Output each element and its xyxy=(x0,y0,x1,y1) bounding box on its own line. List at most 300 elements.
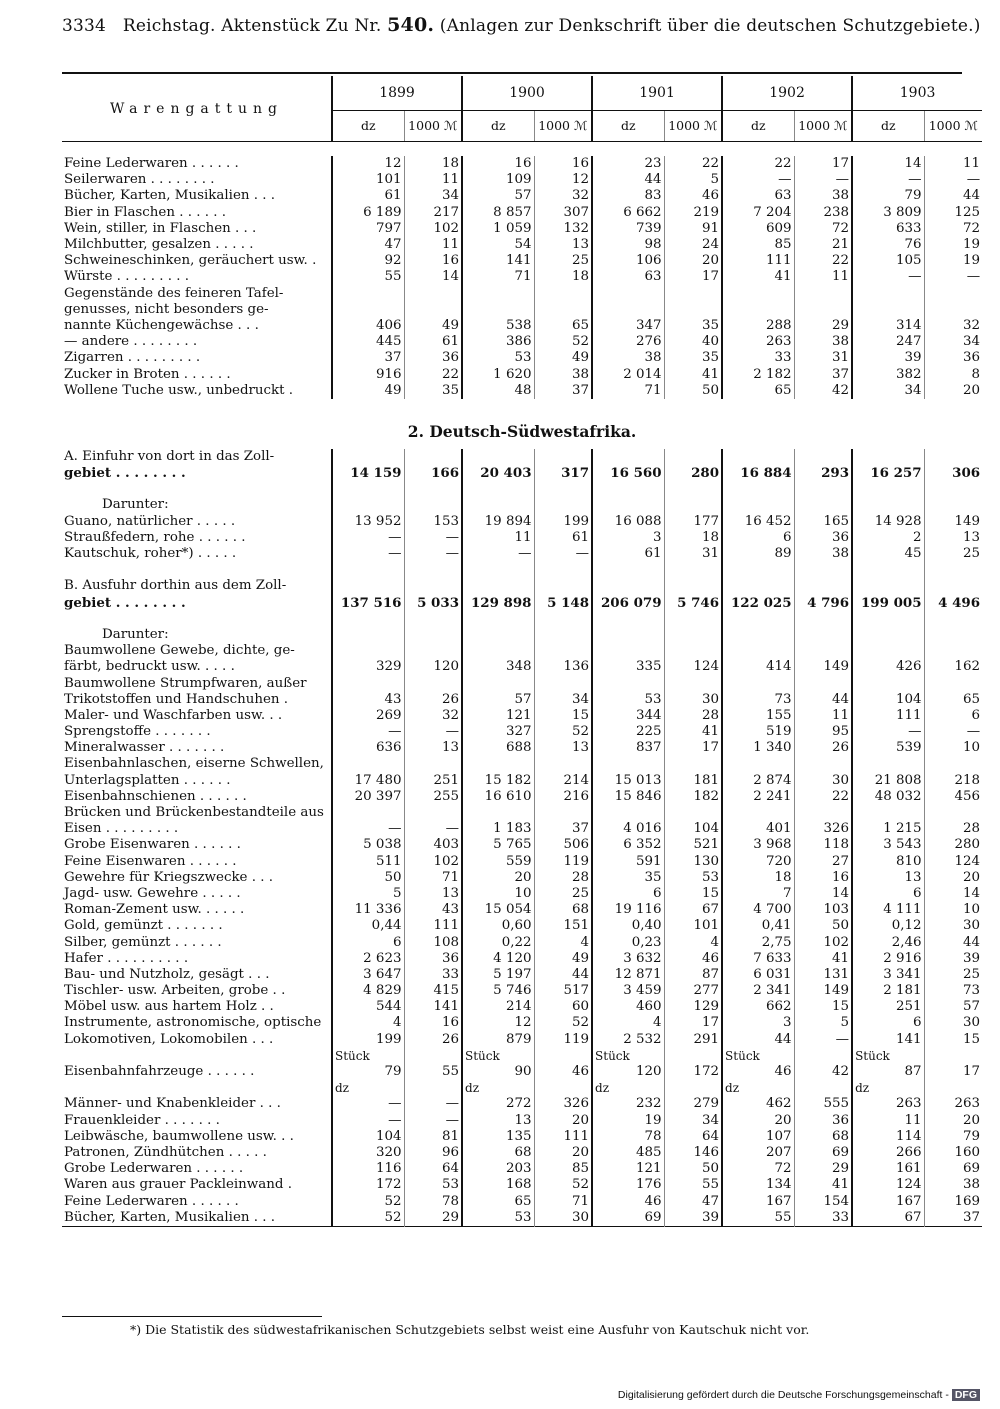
cell-value: 456 xyxy=(924,789,982,805)
row-label: Leibwäsche, baumwollene usw. . . xyxy=(64,1128,294,1144)
cell-quantity xyxy=(852,627,924,643)
table-row xyxy=(62,1113,982,1129)
cell-value xyxy=(794,675,852,691)
cell-value: 19 xyxy=(924,237,982,253)
table-row xyxy=(62,172,982,188)
cell-value: 104 xyxy=(664,821,722,837)
cell-quantity xyxy=(852,611,924,627)
cell-value: 149 xyxy=(794,983,852,999)
cell-value: — xyxy=(404,821,462,837)
cell-value: 44 xyxy=(534,967,592,983)
cell-value xyxy=(534,756,592,772)
table-row xyxy=(62,595,982,611)
table-row xyxy=(62,740,982,756)
cell-value: 21 xyxy=(794,237,852,253)
cell-value: 13 xyxy=(534,740,592,756)
cell-value: 15 xyxy=(534,708,592,724)
cell-value: 102 xyxy=(404,854,462,870)
cell-value: — xyxy=(404,1096,462,1112)
cell-value: 17 xyxy=(924,1064,982,1080)
cell-quantity: 19 894 xyxy=(462,514,534,530)
cell-value: 16 xyxy=(794,870,852,886)
cell-value: 165 xyxy=(794,514,852,530)
cell-quantity: 48 xyxy=(462,383,534,399)
cell-value: 72 xyxy=(794,221,852,237)
cell-quantity: 21 808 xyxy=(852,773,924,789)
unit-header-dz: dz xyxy=(722,111,794,142)
cell-value xyxy=(794,302,852,318)
cell-quantity: 109 xyxy=(462,172,534,188)
cell-quantity xyxy=(722,643,794,659)
cell-quantity: 3 647 xyxy=(332,967,404,983)
cell-value: 57 xyxy=(924,999,982,1015)
cell-quantity: — xyxy=(852,172,924,188)
row-label: Roman-Zement usw. . . . . . xyxy=(64,902,245,918)
cell-quantity: 1 620 xyxy=(462,366,534,382)
cell-value xyxy=(404,578,462,594)
cell-quantity: 120 xyxy=(592,1064,664,1080)
cell-value: 131 xyxy=(794,967,852,983)
table-row xyxy=(62,578,982,594)
row-label: Gegenstände des feineren Tafel- xyxy=(64,285,284,301)
cell-quantity: 288 xyxy=(722,318,794,334)
cell-value: 29 xyxy=(794,1161,852,1177)
table-row xyxy=(62,999,982,1015)
cell-quantity: 916 xyxy=(332,366,404,382)
cell-quantity: 591 xyxy=(592,854,664,870)
cell-quantity: 2 874 xyxy=(722,773,794,789)
cell-value xyxy=(664,562,722,578)
header-rule xyxy=(62,72,962,74)
cell-value: 517 xyxy=(534,983,592,999)
table-row xyxy=(62,805,982,821)
row-label: nannte Küchengewächse . . . xyxy=(64,317,259,333)
cell-quantity xyxy=(722,562,794,578)
cell-value: 26 xyxy=(794,740,852,756)
cell-value: — xyxy=(534,546,592,562)
cell-quantity xyxy=(852,286,924,302)
cell-value: 181 xyxy=(664,773,722,789)
cell-quantity: 335 xyxy=(592,659,664,675)
cell-value: 16 xyxy=(404,1015,462,1031)
cell-value: 182 xyxy=(664,789,722,805)
cell-value: 72 xyxy=(924,221,982,237)
cell-quantity: 544 xyxy=(332,999,404,1015)
cell-value: 14 xyxy=(404,269,462,285)
table-row xyxy=(62,1177,982,1193)
cell-quantity: 35 xyxy=(592,870,664,886)
row-label: Jagd- usw. Gewehre . . . . . xyxy=(64,885,241,901)
cell-quantity: 4 829 xyxy=(332,983,404,999)
cell-value: 172 xyxy=(664,1064,722,1080)
cell-quantity: 15 013 xyxy=(592,773,664,789)
year-header-1902: 1902 xyxy=(722,76,852,111)
cell-value: 317 xyxy=(534,465,592,481)
table-row xyxy=(62,286,982,302)
cell-quantity xyxy=(332,805,404,821)
cell-quantity xyxy=(722,286,794,302)
cell-value: 166 xyxy=(404,465,462,481)
cell-value: 219 xyxy=(664,205,722,221)
cell-quantity: — xyxy=(332,546,404,562)
table-row xyxy=(62,967,982,983)
cell-quantity: — xyxy=(332,530,404,546)
cell-value: 41 xyxy=(794,951,852,967)
table-row xyxy=(62,789,982,805)
cell-quantity: 662 xyxy=(722,999,794,1015)
cell-value: 15 xyxy=(924,1032,982,1048)
cell-value: 162 xyxy=(924,659,982,675)
row-label: Eisenbahnlaschen, eiserne Schwellen, xyxy=(64,756,324,772)
cell-quantity: 137 516 xyxy=(332,595,404,611)
cell-value: 217 xyxy=(404,205,462,221)
cell-value: 64 xyxy=(404,1161,462,1177)
cell-value xyxy=(924,611,982,627)
cell-quantity xyxy=(852,756,924,772)
cell-quantity: 3 459 xyxy=(592,983,664,999)
cell-value xyxy=(794,627,852,643)
cell-value xyxy=(534,562,592,578)
cell-quantity: 83 xyxy=(592,188,664,204)
cell-value: 37 xyxy=(534,383,592,399)
row-label: Möbel usw. aus hartem Holz . . xyxy=(64,999,274,1015)
cell-quantity: 511 xyxy=(332,854,404,870)
cell-quantity: 0,22 xyxy=(462,934,534,950)
cell-quantity: 114 xyxy=(852,1129,924,1145)
table-row xyxy=(62,902,982,918)
cell-value xyxy=(924,805,982,821)
cell-quantity: 12 871 xyxy=(592,967,664,983)
cell-quantity: 57 xyxy=(462,692,534,708)
cell-quantity: 47 xyxy=(332,237,404,253)
cell-quantity: 52 xyxy=(332,1193,404,1209)
cell-value xyxy=(664,578,722,594)
cell-value: 95 xyxy=(794,724,852,740)
cell-value: 11 xyxy=(794,269,852,285)
cell-quantity: 52 xyxy=(332,1210,404,1227)
cell-quantity: 6 xyxy=(332,934,404,950)
cell-value: 14 xyxy=(924,886,982,902)
table-row xyxy=(62,675,982,691)
table-row xyxy=(62,1210,982,1227)
cell-value: 102 xyxy=(404,221,462,237)
cell-value: 22 xyxy=(794,789,852,805)
cell-value: 141 xyxy=(404,999,462,1015)
cell-value: 28 xyxy=(664,708,722,724)
cell-value: 8 xyxy=(924,366,982,382)
table-row xyxy=(62,334,982,350)
cell-value: 136 xyxy=(534,659,592,675)
cell-quantity: Stück xyxy=(462,1048,534,1064)
cell-value: 42 xyxy=(794,383,852,399)
cell-value: 96 xyxy=(404,1145,462,1161)
row-label: Würste . . . . . . . . . xyxy=(64,269,190,285)
table-row xyxy=(62,870,982,886)
cell-quantity: 636 xyxy=(332,740,404,756)
table-row xyxy=(62,269,982,285)
cell-quantity: 71 xyxy=(462,269,534,285)
cell-quantity: 87 xyxy=(852,1064,924,1080)
cell-quantity: 1 340 xyxy=(722,740,794,756)
cell-quantity: 17 480 xyxy=(332,773,404,789)
row-label: Bücher, Karten, Musikalien . . . xyxy=(64,188,276,204)
cell-value xyxy=(404,481,462,497)
cell-value: 87 xyxy=(664,967,722,983)
cell-quantity: 314 xyxy=(852,318,924,334)
footnote: *) Die Statistik des südwestafrikanischen Schutzgebiets selbst weist eine Ausfuhr von Kautschuk nicht vor. xyxy=(130,1322,810,1337)
cell-quantity xyxy=(852,497,924,513)
cell-value: 50 xyxy=(794,918,852,934)
cell-quantity: 5 197 xyxy=(462,967,534,983)
cell-quantity: 13 952 xyxy=(332,514,404,530)
cell-value: 38 xyxy=(794,334,852,350)
cell-value: 52 xyxy=(534,1015,592,1031)
cell-value: 26 xyxy=(404,1032,462,1048)
cell-quantity: 16 088 xyxy=(592,514,664,530)
cell-value: 12 xyxy=(534,172,592,188)
cell-value xyxy=(664,675,722,691)
row-label: Milchbutter, gesalzen . . . . . xyxy=(64,237,254,253)
cell-value: 64 xyxy=(664,1129,722,1145)
cell-quantity: 6 xyxy=(722,530,794,546)
cell-quantity: 48 032 xyxy=(852,789,924,805)
cell-value: 11 xyxy=(404,172,462,188)
cell-quantity: 15 846 xyxy=(592,789,664,805)
cell-value: 291 xyxy=(664,1032,722,1048)
table-row xyxy=(62,237,982,253)
cell-quantity: 111 xyxy=(722,253,794,269)
cell-quantity xyxy=(462,675,534,691)
cell-value: 38 xyxy=(794,546,852,562)
cell-quantity: 0,44 xyxy=(332,918,404,934)
cell-quantity: 61 xyxy=(592,546,664,562)
row-label: Hafer . . . . . . . . . . xyxy=(64,950,189,966)
cell-quantity: 12 xyxy=(462,1015,534,1031)
cell-value: 120 xyxy=(404,659,462,675)
cell-value xyxy=(924,627,982,643)
cell-value: 36 xyxy=(404,951,462,967)
row-label xyxy=(62,1048,332,1064)
cell-value: 326 xyxy=(534,1096,592,1112)
cell-value: 37 xyxy=(534,821,592,837)
cell-value xyxy=(794,578,852,594)
cell-quantity: 43 xyxy=(332,692,404,708)
cell-value: 255 xyxy=(404,789,462,805)
cell-quantity xyxy=(462,611,534,627)
table-row xyxy=(62,1032,982,1048)
cell-quantity: 0,23 xyxy=(592,934,664,950)
cell-value: 119 xyxy=(534,1032,592,1048)
cell-quantity: 414 xyxy=(722,659,794,675)
table-row xyxy=(62,1145,982,1161)
cell-quantity: 57 xyxy=(462,188,534,204)
row-label: Baumwollene Strumpfwaren, außer xyxy=(64,675,307,691)
cell-quantity: 4 xyxy=(332,1015,404,1031)
cell-quantity: 0,60 xyxy=(462,918,534,934)
cell-quantity: 107 xyxy=(722,1129,794,1145)
table-row xyxy=(62,497,982,513)
cell-quantity: 16 610 xyxy=(462,789,534,805)
cell-value: 26 xyxy=(404,692,462,708)
cell-value: 214 xyxy=(534,773,592,789)
cell-value: — xyxy=(924,269,982,285)
cell-value: 149 xyxy=(794,659,852,675)
cell-quantity: dz xyxy=(852,1080,924,1096)
cell-quantity xyxy=(332,286,404,302)
cell-quantity: — xyxy=(852,269,924,285)
cell-value: 125 xyxy=(924,205,982,221)
table-row xyxy=(62,562,982,578)
cell-value: 71 xyxy=(534,1193,592,1209)
unit-header-dz: dz xyxy=(332,111,404,142)
cell-value: 40 xyxy=(664,334,722,350)
cell-quantity: 837 xyxy=(592,740,664,756)
cell-value: 13 xyxy=(404,886,462,902)
cell-value: 60 xyxy=(534,999,592,1015)
cell-quantity: 276 xyxy=(592,334,664,350)
cell-value: 28 xyxy=(534,870,592,886)
cell-quantity: 168 xyxy=(462,1177,534,1193)
cell-quantity xyxy=(332,675,404,691)
table-row xyxy=(62,253,982,269)
cell-quantity: 2 916 xyxy=(852,951,924,967)
cell-value: 30 xyxy=(924,1015,982,1031)
cell-value: 41 xyxy=(794,1177,852,1193)
cell-quantity: 85 xyxy=(722,237,794,253)
cell-quantity: 462 xyxy=(722,1096,794,1112)
cell-quantity: 20 xyxy=(722,1113,794,1129)
cell-quantity xyxy=(462,756,534,772)
cell-quantity: 251 xyxy=(852,999,924,1015)
cell-value: 30 xyxy=(794,773,852,789)
cell-quantity xyxy=(332,578,404,594)
cell-quantity xyxy=(462,302,534,318)
row-label: Grobe Lederwaren . . . . . . xyxy=(64,1161,244,1177)
cell-value: 307 xyxy=(534,205,592,221)
cell-quantity: 269 xyxy=(332,708,404,724)
cell-value: 101 xyxy=(664,918,722,934)
cell-value: 153 xyxy=(404,514,462,530)
table-row xyxy=(62,530,982,546)
cell-quantity: dz xyxy=(592,1080,664,1096)
year-header-1900: 1900 xyxy=(462,76,592,111)
row-label: Maler- und Waschfarben usw. . . xyxy=(64,707,283,723)
cell-value: 18 xyxy=(664,530,722,546)
cell-quantity xyxy=(722,611,794,627)
cell-quantity: 460 xyxy=(592,999,664,1015)
cell-value xyxy=(664,497,722,513)
cell-value: 4 xyxy=(534,934,592,950)
row-label: Wein, stiller, in Flaschen . . . xyxy=(64,220,257,236)
cell-quantity: 2 623 xyxy=(332,951,404,967)
cell-quantity: 18 xyxy=(722,870,794,886)
cell-value xyxy=(794,562,852,578)
cell-value: 149 xyxy=(924,514,982,530)
cell-value: 263 xyxy=(924,1096,982,1112)
cell-quantity: 46 xyxy=(722,1064,794,1080)
cell-quantity: 61 xyxy=(332,188,404,204)
cell-value xyxy=(924,578,982,594)
cell-quantity: 122 025 xyxy=(722,595,794,611)
cell-value: 506 xyxy=(534,837,592,853)
unit-header-value: 1000 ℳ xyxy=(794,111,852,142)
cell-value: 24 xyxy=(664,237,722,253)
section-title: 2. Deutsch-Südwestafrika. xyxy=(407,421,637,441)
cell-value: 73 xyxy=(924,983,982,999)
cell-value: 18 xyxy=(534,269,592,285)
table-row xyxy=(62,1064,982,1080)
row-label xyxy=(62,481,332,497)
cell-value: 29 xyxy=(794,318,852,334)
cell-value xyxy=(404,675,462,691)
cell-quantity: 5 765 xyxy=(462,837,534,853)
cell-value xyxy=(404,302,462,318)
cell-value: 35 xyxy=(404,383,462,399)
cell-quantity: 68 xyxy=(462,1145,534,1161)
cell-value: 52 xyxy=(534,334,592,350)
cell-quantity: 7 633 xyxy=(722,951,794,967)
cell-quantity: 320 xyxy=(332,1145,404,1161)
table-row xyxy=(62,1015,982,1031)
row-label: Straußfedern, rohe . . . . . . xyxy=(64,529,246,545)
cell-value: 10 xyxy=(924,740,982,756)
cell-quantity: 247 xyxy=(852,334,924,350)
cell-value xyxy=(664,302,722,318)
cell-value: 555 xyxy=(794,1096,852,1112)
cell-value: 55 xyxy=(404,1064,462,1080)
cell-value: 46 xyxy=(534,1064,592,1080)
cell-quantity xyxy=(852,578,924,594)
cell-quantity xyxy=(462,481,534,497)
cell-quantity xyxy=(462,497,534,513)
cell-value: 17 xyxy=(664,1015,722,1031)
cell-value xyxy=(924,756,982,772)
cell-value: 20 xyxy=(534,1145,592,1161)
cell-value: 279 xyxy=(664,1096,722,1112)
column-header-warengattung: Warengattung xyxy=(62,76,332,142)
cell-quantity xyxy=(722,756,794,772)
cell-value: 326 xyxy=(794,821,852,837)
cell-value xyxy=(924,302,982,318)
row-label: Zucker in Broten . . . . . . xyxy=(64,366,231,382)
row-label: Kautschuk, roher*) . . . . . xyxy=(64,546,237,562)
table-row xyxy=(62,643,982,659)
cell-quantity: 3 xyxy=(592,530,664,546)
table-row xyxy=(62,627,982,643)
row-label: Männer- und Knabenkleider . . . xyxy=(64,1096,281,1112)
cell-quantity xyxy=(462,578,534,594)
cell-value xyxy=(794,643,852,659)
cell-quantity: 559 xyxy=(462,854,534,870)
unit-header-dz: dz xyxy=(852,111,924,142)
cell-value xyxy=(404,1048,462,1064)
cell-value: 38 xyxy=(794,188,852,204)
table-row xyxy=(62,724,982,740)
cell-value xyxy=(404,627,462,643)
cell-value: 6 xyxy=(924,708,982,724)
row-label: gebiet . . . . . . . . xyxy=(64,594,186,611)
cell-quantity xyxy=(722,627,794,643)
cell-quantity: 720 xyxy=(722,854,794,870)
year-header-1903: 1903 xyxy=(852,76,982,111)
cell-quantity: 2 241 xyxy=(722,789,794,805)
cell-value: 15 xyxy=(664,886,722,902)
table-row xyxy=(62,1080,982,1096)
cell-value xyxy=(794,481,852,497)
cell-value xyxy=(534,611,592,627)
cell-value: 218 xyxy=(924,773,982,789)
row-label: Eisen . . . . . . . . . xyxy=(64,821,179,837)
